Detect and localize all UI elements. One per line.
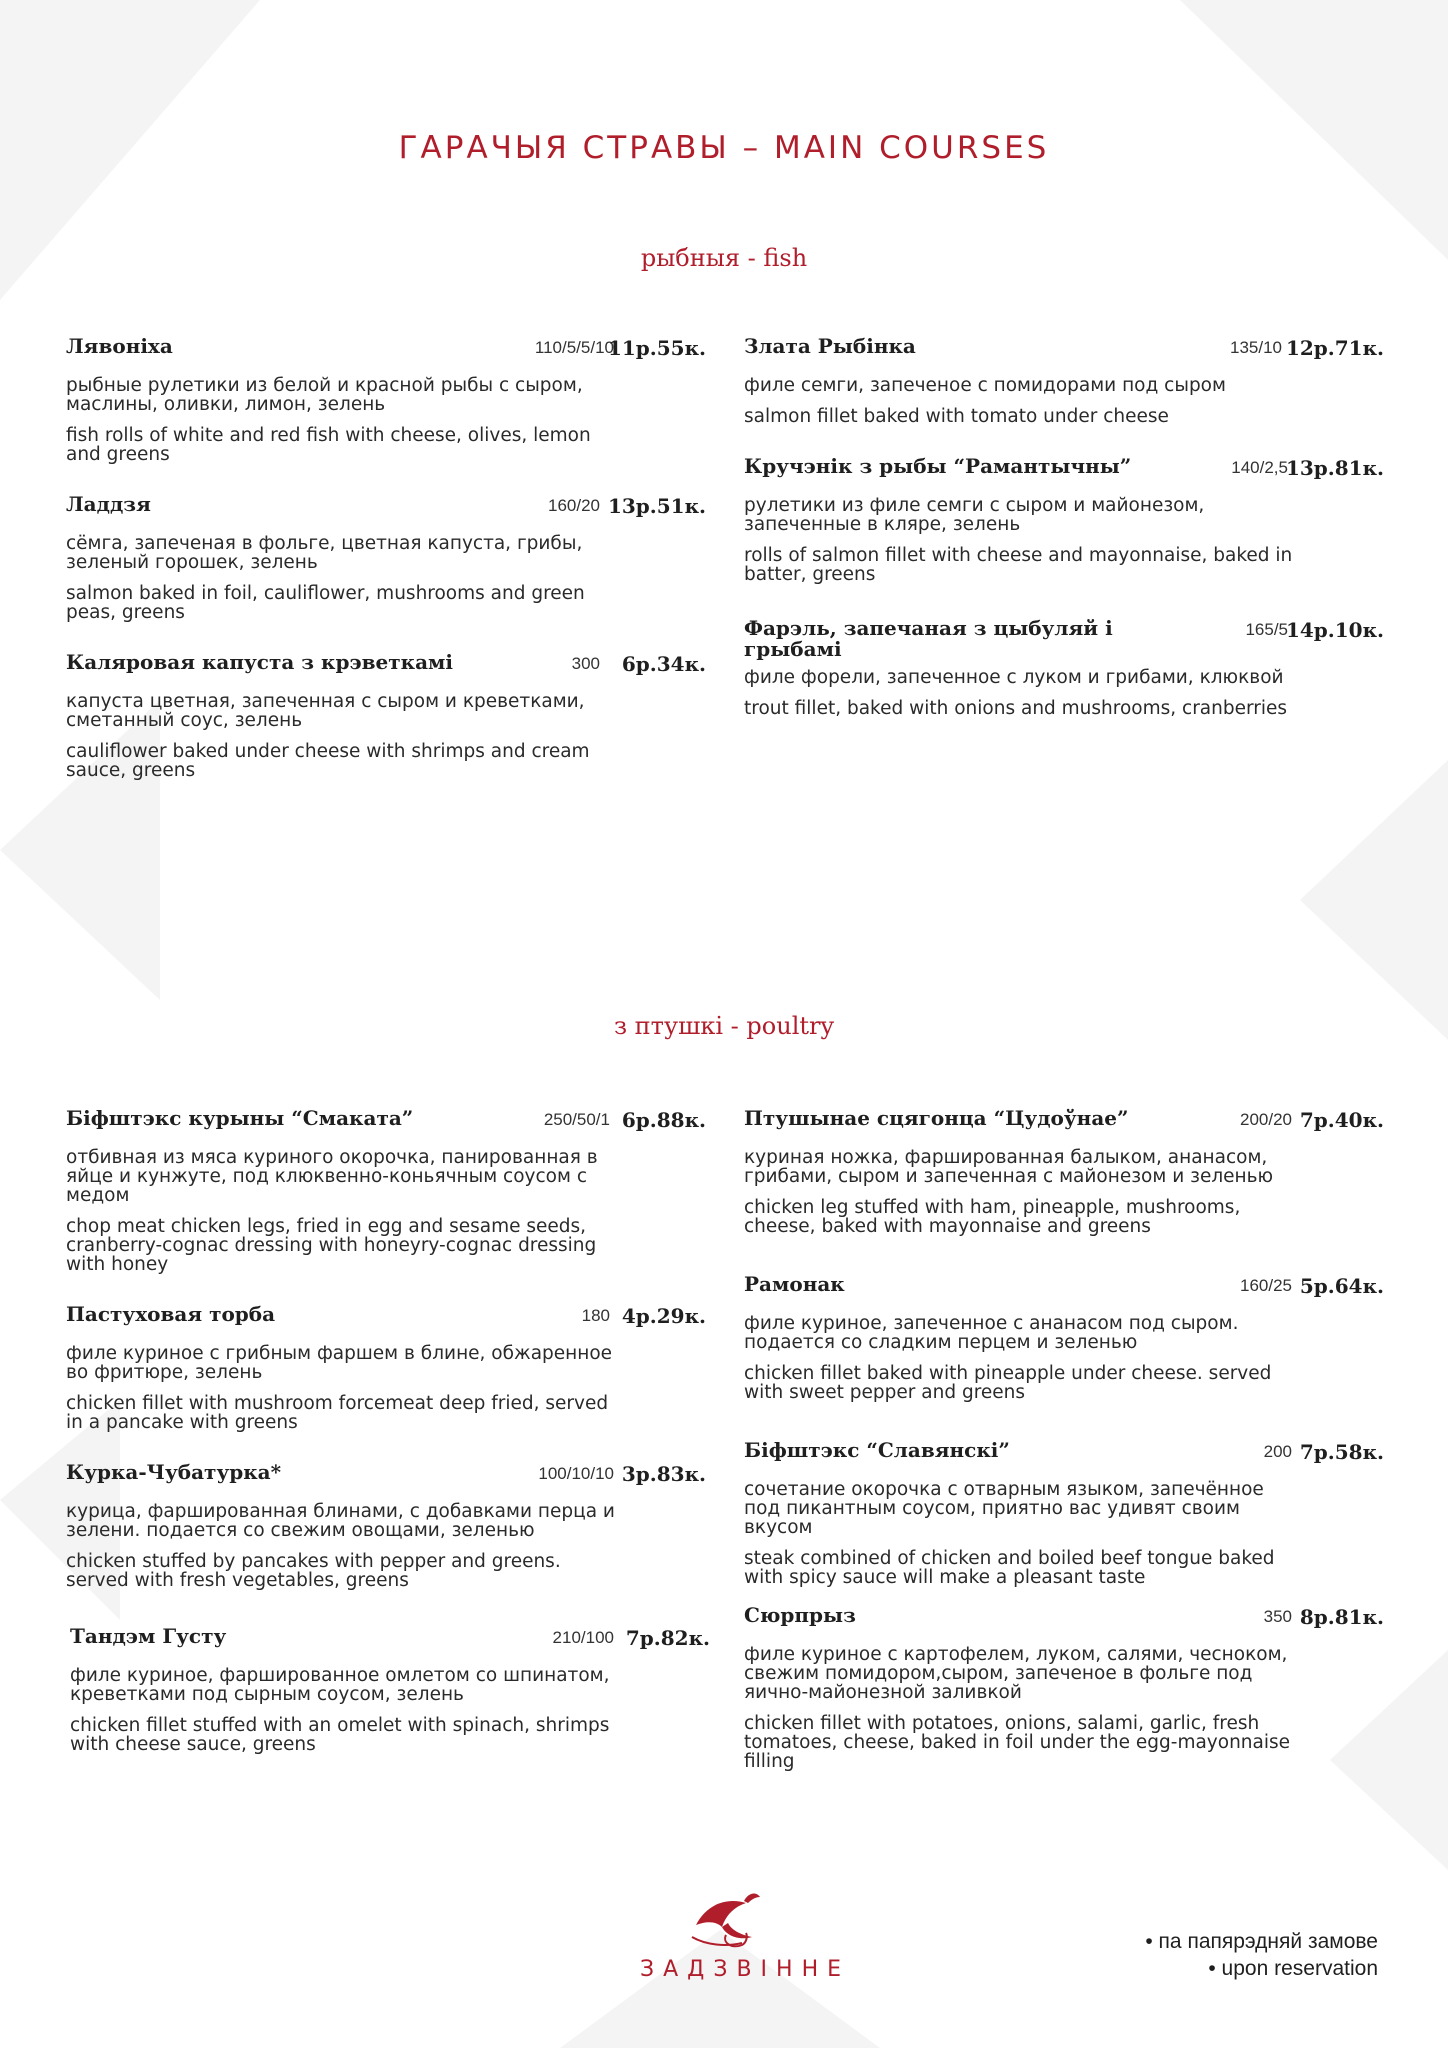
dish-weight: 100/10/10 [538,1464,614,1483]
menu-item-header [66,652,706,686]
dish-description-ru: филе куриное с грибным фаршем в блине, обжаренное во фритюре, зелень [66,1343,613,1383]
dish-name: Кручэнік з рыбы “Рамантычны” [744,454,1132,478]
dish-description-en: salmon fillet baked with tomato under cheese [744,406,1169,427]
menu-item-header [744,456,1384,490]
poultry-left-column [66,1106,710,1782]
dish-name: Фарэль, запечаная з цыбуляй і грыбамі [744,616,1113,661]
dish-name: Рамонак [744,1272,845,1296]
dish-description-en: cauliflower baked under cheese with shrimps and cream sauce, greens [66,741,590,781]
dish-description-en: trout fillet, baked with onions and mushrooms, cranberries [744,698,1288,719]
menu-item [70,1626,710,1754]
dish-price: 8р.81к. [1299,1605,1384,1629]
dish-weight: 160/25 [1240,1276,1292,1295]
footnote [1145,1928,1378,1982]
page-title: ГАРАЧЫЯ СТРАВЫ – MAIN COURSES [398,130,1050,166]
menu-item [744,1274,1384,1402]
footnote-reservation-by: • па папярэдняй замове [1145,1930,1378,1953]
dish-description-en: chicken fillet with mushroom forcemeat deep fried, served in a pancake with greens [66,1393,609,1433]
dish-description-en: chicken fillet baked with pineapple under cheese. served with sweet pepper and greens [744,1363,1272,1403]
dish-description-ru: филе семги, запеченое с помидорами под сыром [744,375,1226,396]
dish-price: 4р.29к. [621,1304,706,1328]
dish-price: 14р.10к. [1285,618,1384,642]
menu-item-header [744,618,1384,662]
menu-item-header [66,336,706,370]
dish-description-ru: курица, фаршированная блинами, с добавками перца и зелени. подается со свежим овощами, зеленью [66,1501,615,1541]
menu-item [66,494,706,622]
dish-weight: 110/5/5/10 [534,338,614,357]
dish-name: Пастуховая торба [66,1302,276,1326]
dish-description-en: steak combined of chicken and boiled beef tongue baked with spicy sauce will make a pleasant taste [744,1548,1275,1588]
fish-right-column [744,336,1384,746]
dish-weight: 300 [571,654,600,673]
section-title-poultry: з птушкі - poultry [613,1012,835,1040]
restaurant-logo [640,1885,851,1995]
dish-price: 6р.34к. [621,652,706,676]
dish-description-en: chicken leg stuffed with ham, pineapple, mushrooms, cheese, baked with mayonnaise and greens [744,1197,1241,1237]
poultry-right-column [744,1108,1384,1799]
dish-description-ru: филе куриное, запеченное с ананасом под сыром. подается со сладким перцем и зеленью [744,1313,1239,1353]
dish-description-en: chicken stuffed by pancakes with pepper and greens. served with fresh vegetables, greens [66,1551,561,1591]
dish-description-en: salmon baked in foil, cauliflower, mushrooms and green peas, greens [66,583,585,623]
dish-description-en: fish rolls of white and red fish with cheese, olives, lemon and greens [66,425,591,465]
menu-item [66,1108,706,1274]
dish-price: 12р.71к. [1285,336,1384,360]
dish-name: Злата Рыбінка [744,334,916,358]
dish-description-ru: отбивная из мяса куриного окорочка, панированная в яйце и кунжуте, под клюквенно-коньячным соусом с медом [66,1147,598,1206]
dish-price: 13р.51к. [607,494,706,518]
menu-item-header [744,1605,1384,1639]
dish-name: Біфштэкс “Славянскі” [744,1438,1010,1462]
dish-price: 3р.83к. [621,1462,706,1486]
dish-weight: 200 [1263,1442,1292,1461]
section-title-fish: рыбныя - fish [640,244,808,272]
dish-description-ru: рыбные рулетики из белой и красной рыбы с сыром, маслины, оливки, лимон, зелень [66,375,583,415]
footnote-reservation-en: • upon reservation [1208,1957,1378,1980]
dish-weight: 210/100 [552,1628,614,1647]
stork-logo-icon [686,1885,764,1951]
dish-weight: 250/50/1 [543,1110,610,1129]
dish-weight: 165/5 [1245,620,1288,639]
dish-name: Птушынае сцягонца “Цудоўнае” [744,1106,1129,1130]
dish-weight: 200/20 [1240,1110,1292,1129]
dish-price: 7р.40к. [1299,1108,1384,1132]
dish-weight: 350 [1263,1607,1292,1626]
menu-item [66,1304,706,1432]
menu-item-header [66,1108,706,1142]
dish-price: 6р.88к. [621,1108,706,1132]
dish-description-ru: сёмга, запеченая в фольге, цветная капуста, грибы, зеленый горошек, зелень [66,533,583,573]
menu-item-header [66,1462,706,1496]
dish-description-en: chicken fillet stuffed with an omelet with spinach, shrimps with cheese sauce, greens [70,1715,610,1755]
dish-weight: 140/2,5 [1231,458,1288,477]
dish-price: 5р.64к. [1299,1274,1384,1298]
dish-name: Ладдзя [66,492,151,516]
menu-item [66,1462,706,1590]
menu-item-header [66,1304,706,1338]
dish-description-ru: куриная ножка, фаршированная балыком, ананасом, грибами, сыром и запеченная с майонезом и зеленью [744,1147,1274,1187]
fish-left-column [66,336,706,808]
dish-price: 7р.58к. [1299,1440,1384,1464]
dish-name: Сюрпрыз [744,1603,856,1627]
menu-item-header [70,1626,710,1660]
menu-item [744,618,1384,718]
menu-item [744,456,1384,584]
dish-description-ru: филе форели, запеченное с луком и грибами, клюквой [744,667,1284,688]
dish-description-ru: рулетики из филе семги с сыром и майонезом, запеченные в кляре, зелень [744,495,1205,535]
dish-weight: 160/20 [548,496,600,515]
dish-name: Каляровая капуста з крэветкамі [66,650,454,674]
dish-price: 7р.82к. [625,1626,710,1650]
menu-item [744,1108,1384,1236]
dish-description-en: rolls of salmon fillet with cheese and mayonnaise, baked in batter, greens [744,545,1293,585]
dish-description-ru: капуста цветная, запеченная с сыром и креветками, сметанный соус, зелень [66,691,585,731]
dish-weight: 180 [581,1306,610,1325]
menu-item-header [66,494,706,528]
menu-item-header [744,1108,1384,1142]
menu-item [66,652,706,780]
menu-item-header [744,1440,1384,1474]
menu-item [744,1440,1384,1587]
menu-item-header [744,336,1384,370]
menu-item-header [744,1274,1384,1308]
dish-description-en: chicken fillet with potatoes, onions, salami, garlic, fresh tomatoes, cheese, baked in foil under the egg-mayonnaise filling [744,1713,1291,1772]
dish-description-ru: филе куриное с картофелем, луком, салями, чесноком, свежим помидором,сыром, запеченое в фольге под яично-майонезной заливкой [744,1644,1288,1703]
dish-name: Тандэм Густу [70,1624,227,1648]
menu-item [744,336,1384,426]
dish-price: 13р.81к. [1285,456,1384,480]
dish-description-ru: филе куриное, фаршированное омлетом со шпинатом, креветками под сырным соусом, зелень [70,1665,610,1705]
dish-description-en: chop meat chicken legs, fried in egg and sesame seeds, cranberry-cognac dressing with honeyry-cognac dressing with honey [66,1216,597,1275]
dish-price: 11р.55к. [607,336,706,360]
dish-name: Біфштэкс курыны “Смаката” [66,1106,414,1130]
dish-name: Лявоніха [66,334,173,358]
dish-weight: 135/10 [1230,338,1282,357]
logo-wordmark: ЗАДЗВІННЕ [640,1957,851,1982]
dish-description-ru: сочетание окорочка с отварным языком, запечённое под пикантным соусом, приятно вас удивят своим вкусом [744,1479,1264,1538]
menu-item [744,1605,1384,1771]
dish-name: Курка-Чубатурка* [66,1460,282,1484]
menu-item [66,336,706,464]
